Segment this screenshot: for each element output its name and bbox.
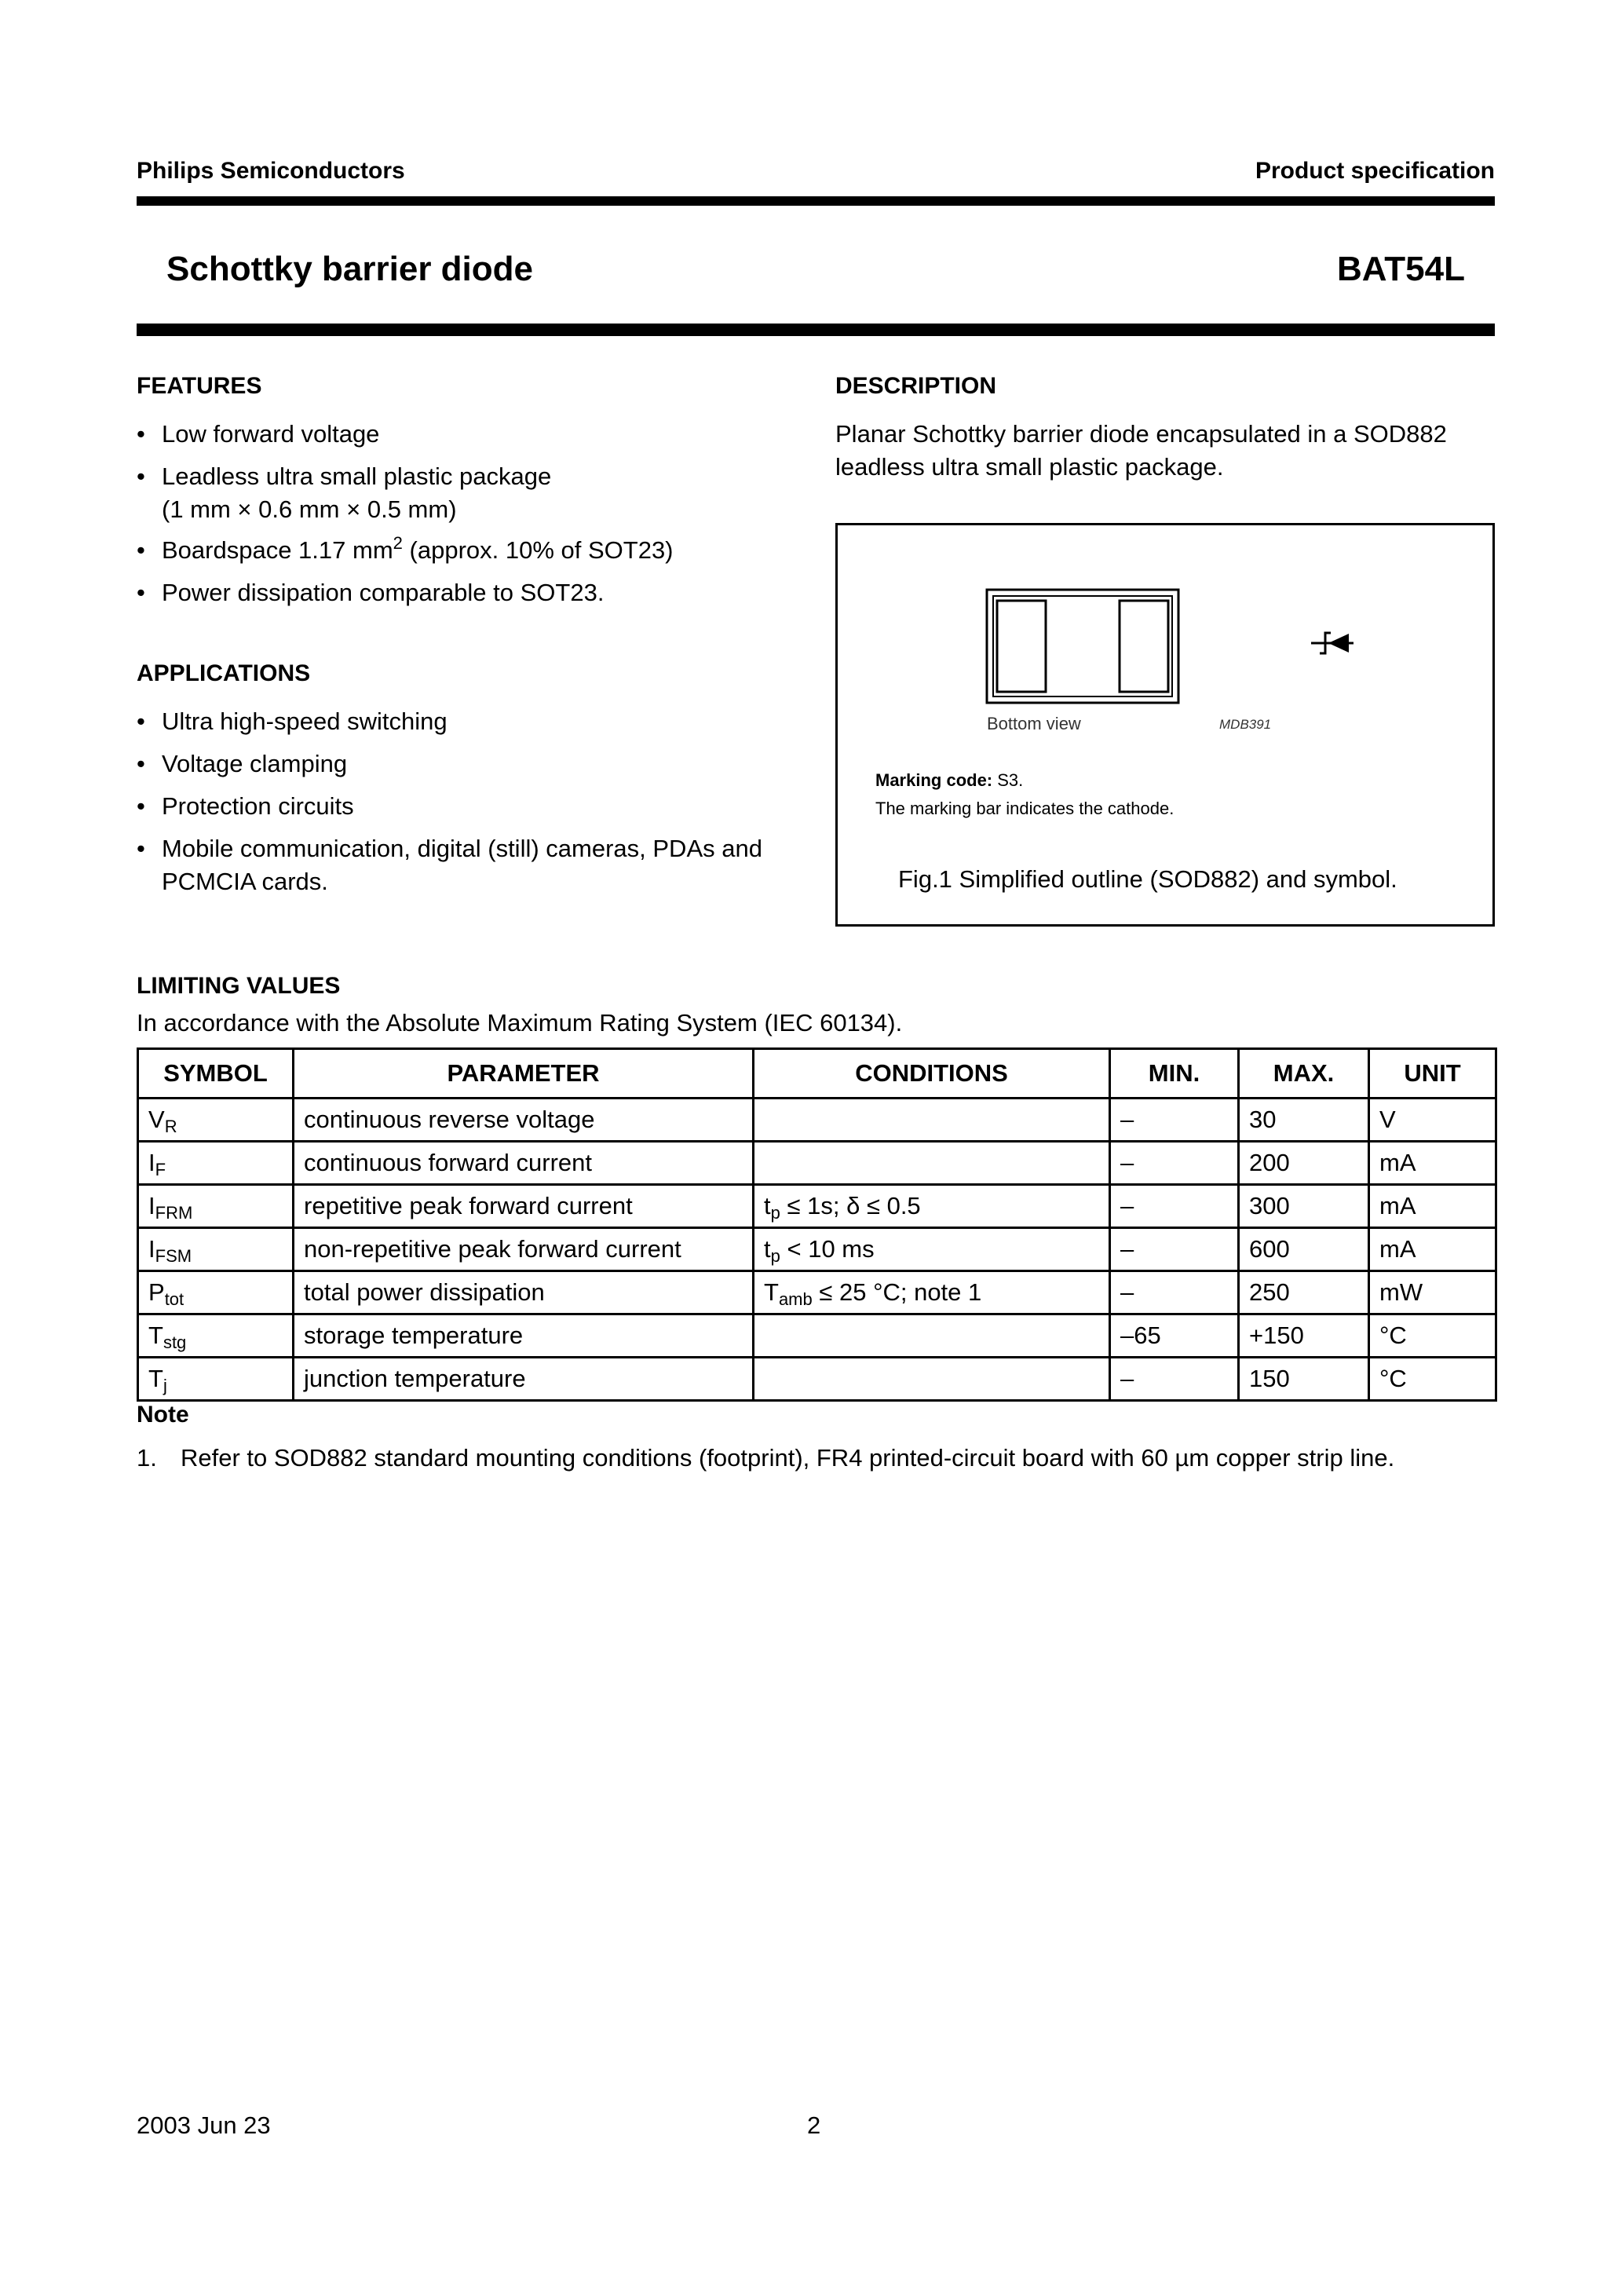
unit-cell: mA [1369,1185,1496,1228]
description-heading: DESCRIPTION [835,373,997,399]
schottky-diode-symbol-icon [1310,630,1355,656]
figure-caption: Fig.1 Simplified outline (SOD882) and symbol. [898,865,1397,893]
symbol-cell: $P_{tot}$ [138,1271,294,1314]
page-title: Schottky barrier diode [166,250,534,288]
parameter-cell: repetitive peak forward current [294,1185,754,1228]
column-header: CONDITIONS [754,1049,1110,1099]
max-cell: 200 [1239,1142,1369,1185]
parameter-cell: storage temperature [294,1314,754,1358]
table-row [138,1228,1496,1271]
view-label: Bottom view [987,714,1081,733]
note-heading: Note [137,1402,189,1428]
list-item: • Voltage clamping [137,748,812,781]
parameter-cell: non-repetitive peak forward current [294,1228,754,1271]
table-header-row [138,1049,1496,1099]
list-item: • Low forward voltage [137,418,812,451]
company-name: Philips Semiconductors [137,158,405,184]
table-row [138,1142,1496,1185]
document-type: Product specification [1255,158,1495,184]
conditions-cell: $t_p \le 1s$; δ ≤ 0.5 [754,1185,1110,1228]
conditions-cell [754,1358,1110,1401]
unit-cell: °C [1369,1314,1496,1358]
unit-cell: V [1369,1099,1496,1142]
max-cell: 300 [1239,1185,1369,1228]
max-cell: 600 [1239,1228,1369,1271]
list-item: • Mobile communication, digital (still) cameras, PDAs and PCMCIA cards. [137,832,812,898]
list-item: • Ultra high-speed switching [137,705,812,738]
min-cell: –65 [1110,1314,1239,1358]
list-item: • Protection circuits [137,790,812,823]
conditions-cell [754,1314,1110,1358]
min-cell: – [1110,1142,1239,1185]
footer-date: 2003 Jun 23 [137,2111,271,2139]
features-list [137,418,812,619]
marking-code: Marking code: S3. [875,770,1024,790]
unit-cell: mW [1369,1271,1496,1314]
min-cell: – [1110,1185,1239,1228]
min-cell: – [1110,1099,1239,1142]
unit-cell: °C [1369,1358,1496,1401]
max-cell: 250 [1239,1271,1369,1314]
table-row [138,1099,1496,1142]
title-rule [137,324,1495,336]
marking-note: The marking bar indicates the cathode. [875,799,1174,818]
unit-cell: mA [1369,1228,1496,1271]
limiting-values-heading: LIMITING VALUES [137,973,341,999]
max-cell: 150 [1239,1358,1369,1401]
list-item: • Boardspace 1.17 $mm^2$ (approx. 10% of SOT23) [137,534,812,567]
table-row [138,1314,1496,1358]
page-number: 2 [807,2111,821,2139]
table-row [138,1358,1496,1401]
symbol-cell: $T_{stg}$ [138,1314,294,1358]
max-cell: +150 [1239,1314,1369,1358]
conditions-cell: $t_p < 10$ ms [754,1228,1110,1271]
applications-list [137,705,812,908]
conditions-cell [754,1099,1110,1142]
column-header: PARAMETER [294,1049,754,1099]
column-header: SYMBOL [138,1049,294,1099]
symbol-cell: $V_R$ [138,1099,294,1142]
symbol-cell: $I_{FRM}$ [138,1185,294,1228]
note-number: 1. [137,1444,157,1472]
parameter-cell: junction temperature [294,1358,754,1401]
list-item: • Power dissipation comparable to SOT23. [137,576,812,609]
limiting-values-table [137,1047,1497,1402]
column-header: MIN. [1110,1049,1239,1099]
conditions-cell [754,1142,1110,1185]
min-cell: – [1110,1228,1239,1271]
column-header: MAX. [1239,1049,1369,1099]
max-cell: 30 [1239,1099,1369,1142]
conditions-cell: $T_{amb} \le 25$ °C; note 1 [754,1271,1110,1314]
list-item: • Leadless ultra small plastic package (1 mm × 0.6 mm × 0.5 mm) [137,460,812,526]
column-header: UNIT [1369,1049,1496,1099]
parameter-cell: continuous reverse voltage [294,1099,754,1142]
symbol-cell: $I_{FSM}$ [138,1228,294,1271]
limiting-values-intro: In accordance with the Absolute Maximum Rating System (IEC 60134). [137,1009,903,1036]
figure-code: MDB391 [1219,717,1272,732]
description-text: Planar Schottky barrier diode encapsulated in a SOD882 leadless ultra small plastic package. [835,420,1447,481]
features-heading: FEATURES [137,373,262,399]
applications-heading: APPLICATIONS [137,660,311,686]
symbol-cell: $I_F$ [138,1142,294,1185]
table-row [138,1185,1496,1228]
min-cell: – [1110,1358,1239,1401]
parameter-cell: continuous forward current [294,1142,754,1185]
min-cell: – [1110,1271,1239,1314]
note-text: Refer to SOD882 standard mounting conditions (footprint), FR4 printed-circuit board with 60 µm copper strip line. [181,1444,1395,1472]
table-row [138,1271,1496,1314]
figure-box [835,523,1495,927]
parameter-cell: total power dissipation [294,1271,754,1314]
symbol-cell: $T_j$ [138,1358,294,1401]
unit-cell: mA [1369,1142,1496,1185]
header-rule [137,196,1495,206]
part-number: BAT54L [1337,250,1465,288]
